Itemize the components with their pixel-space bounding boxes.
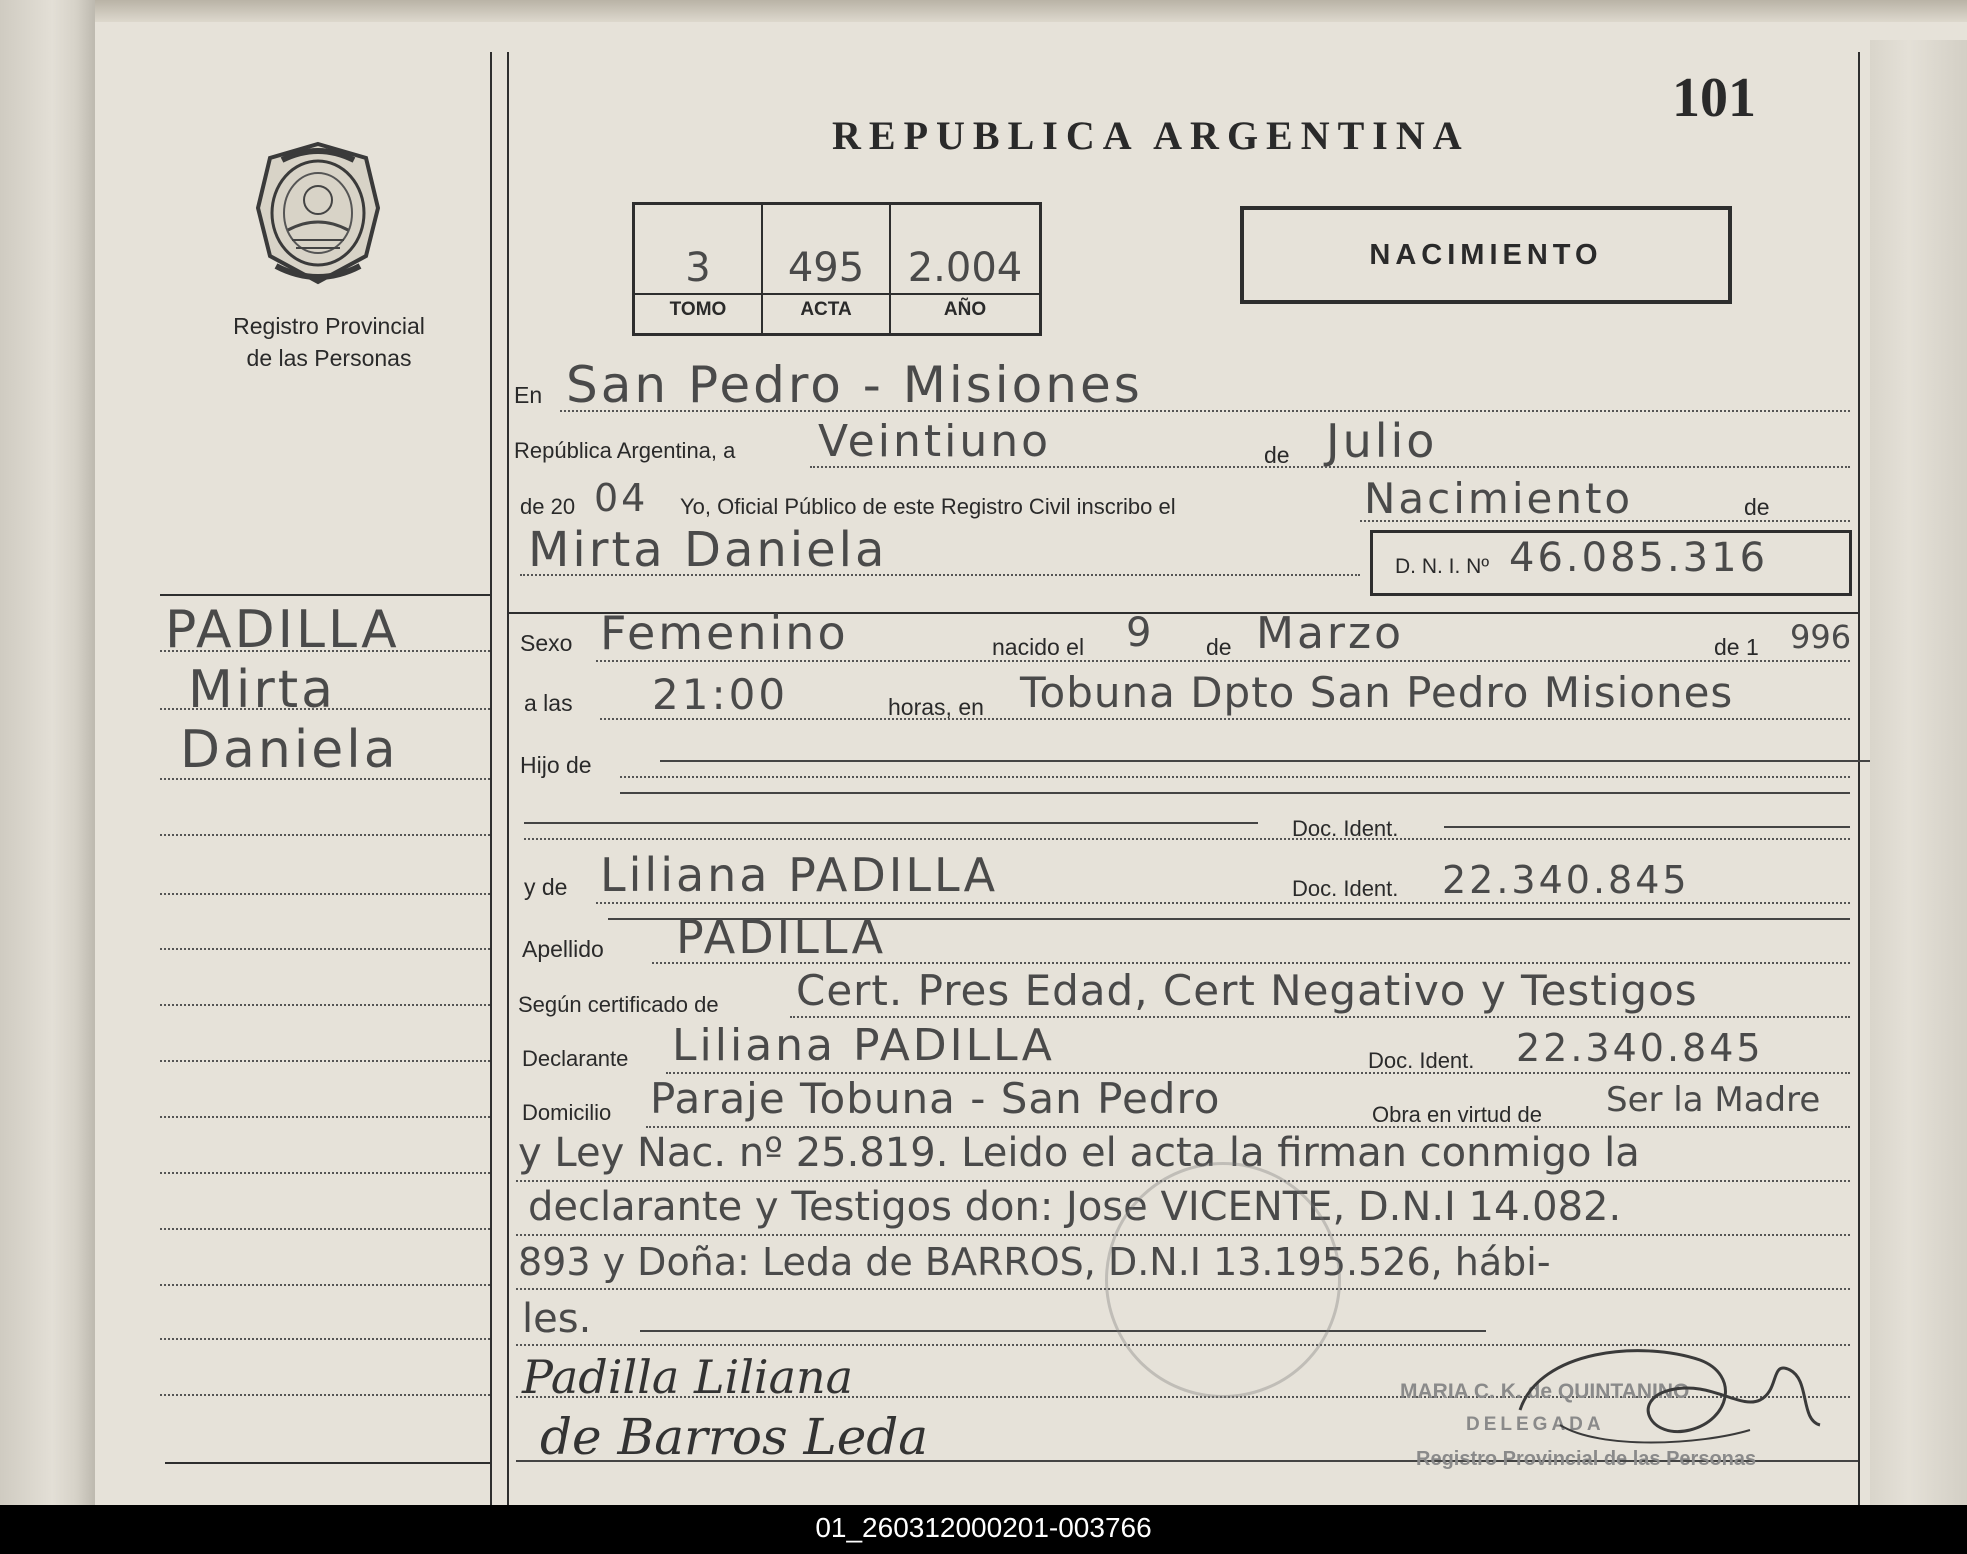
margin-first-name: Mirta [188, 660, 336, 720]
acta-value: 495 [787, 245, 865, 291]
obra-label: Obra en virtud de [1372, 1102, 1542, 1127]
margin-line [160, 1394, 490, 1396]
margin-line [160, 650, 490, 652]
nacido-year: 996 [1790, 618, 1852, 656]
margin-line [160, 1116, 490, 1118]
year-prefix-2: de 1 [1714, 634, 1759, 660]
hijo-strike [524, 822, 1258, 824]
margin-line [160, 1172, 490, 1174]
margin-middle-name: Daniela [180, 720, 399, 780]
inscribo-value: Nacimiento [1364, 474, 1634, 523]
republica-label: República Argentina, a [514, 438, 736, 463]
inscribo-line [1360, 520, 1850, 522]
book-right-edge [1870, 40, 1967, 1505]
notes-end-strike [640, 1330, 1486, 1332]
hijo-doc-strike [1444, 826, 1850, 828]
hijo-line [620, 776, 1850, 778]
official-signature-scribble [1500, 1330, 1830, 1460]
tomo-value: 3 [685, 245, 711, 291]
segun-line [790, 1016, 1850, 1018]
declarante-label: Declarante [522, 1046, 629, 1071]
madre-line [596, 902, 1850, 904]
issuer-line1: Registro Provincial [233, 313, 425, 339]
domicilio-value: Paraje Tobuna - San Pedro [650, 1074, 1221, 1123]
year-prefix: de 20 [520, 494, 576, 519]
margin-line [160, 834, 490, 836]
official-name: MARIA C. K. de QUINTANINO [1400, 1380, 1690, 1403]
official-org: Registro Provincial de las Personas [1416, 1448, 1757, 1470]
oficial-text: Yo, Oficial Público de este Registro Civil inscribo el [680, 494, 1176, 519]
hijo-strike [660, 760, 1870, 762]
margin-line [160, 893, 490, 895]
margin-line [160, 948, 490, 950]
apellido-value: PADILLA [676, 910, 887, 964]
de3-label: de [1206, 634, 1232, 660]
yde-label: y de [524, 874, 568, 900]
margin-line [160, 1004, 490, 1006]
registry-label-rule [635, 293, 1039, 295]
signature-1: Padilla Liliana [522, 1350, 854, 1404]
domicilio-line [646, 1126, 1850, 1128]
hijo-label: Hijo de [520, 752, 592, 778]
issuer-line2: de las Personas [246, 345, 412, 371]
declarante-doc: 22.340.845 [1516, 1026, 1764, 1070]
margin-top-rule [160, 594, 490, 596]
margin-line [160, 708, 490, 710]
registry-box [632, 202, 1042, 336]
doc-line [524, 838, 1850, 840]
margin-line [160, 1060, 490, 1062]
notes-line-1: y Ley Nac. nº 25.819. Leido el acta la firman conmigo la [518, 1130, 1640, 1176]
nacido-label: nacido el [992, 634, 1085, 660]
domicilio-label: Domicilio [522, 1100, 612, 1125]
signature-2: de Barros Leda [540, 1408, 929, 1466]
acta-label: ACTA [800, 299, 852, 320]
name-line [520, 574, 1360, 576]
left-column-divider [490, 52, 492, 1505]
record-type-box: NACIMIENTO [1240, 206, 1732, 304]
alas-label: a las [524, 690, 573, 716]
margin-surname: PADILLA [165, 600, 400, 660]
doc-ident-label: Doc. Ident. [1292, 816, 1399, 841]
ano-label: AÑO [943, 299, 987, 320]
nacido-day: 9 [1126, 610, 1155, 656]
sexo-label: Sexo [520, 630, 573, 656]
day-value: Veintiuno [818, 416, 1052, 467]
de2-label: de [1744, 494, 1770, 520]
image-id-footer: 01_260312000201-003766 [0, 1505, 1967, 1554]
place-line [560, 410, 1850, 412]
name-value: Mirta Daniela [528, 522, 888, 578]
provincia-misiones-seal-icon [248, 138, 388, 288]
margin-line [160, 778, 490, 780]
date-line [810, 466, 1850, 468]
hora-value: 21:00 [652, 670, 789, 719]
page-number: 101 [1672, 67, 1756, 129]
declarante-value: Liliana PADILLA [672, 1020, 1055, 1071]
tomo-label: TOMO [669, 299, 727, 320]
lugar-value: Tobuna Dpto San Pedro Misiones [1020, 668, 1734, 717]
dni-label: D. N. I. Nº [1395, 555, 1490, 578]
doc-ident-label: Doc. Ident. [1368, 1048, 1475, 1073]
margin-bottom-rule [165, 1462, 490, 1464]
sexo-value: Femenino [600, 606, 849, 660]
dni-value: 46.085.316 [1509, 535, 1769, 581]
de-label: de [1264, 442, 1290, 468]
book-spine [0, 0, 95, 1505]
form-left-border [507, 52, 509, 1505]
hijo-strike [620, 792, 1850, 794]
obra-value: Ser la Madre [1606, 1080, 1821, 1120]
form-right-border [1858, 52, 1860, 1505]
apellido-line [652, 962, 1850, 964]
notes-line-3: 893 y Doña: Leda de BARROS, D.N.I 13.195.526, hábi- [518, 1240, 1551, 1284]
margin-line [160, 1228, 490, 1230]
apellido-label: Apellido [522, 936, 604, 962]
horas-label: horas, en [888, 694, 984, 720]
year-value: 04 [594, 476, 649, 520]
madre-value: Liliana PADILLA [600, 848, 999, 902]
sexo-line [596, 660, 1850, 662]
segun-label: Según certificado de [518, 992, 719, 1017]
notes-line-4: les. [522, 1296, 592, 1342]
margin-line [160, 1338, 490, 1340]
hora-line [600, 718, 1850, 720]
margin-line [160, 1284, 490, 1286]
official-round-stamp [1105, 1162, 1341, 1398]
ano-value: 2.004 [907, 245, 1023, 291]
page-title: REPUBLICA ARGENTINA [832, 113, 1470, 158]
place-value: San Pedro - Misiones [566, 356, 1143, 414]
nacido-month: Marzo [1256, 608, 1405, 659]
en-label: En [514, 382, 543, 408]
issuer-name [184, 310, 474, 374]
dni-box [1370, 530, 1852, 596]
doc-ident-label: Doc. Ident. [1292, 876, 1399, 901]
official-title: DELEGADA [1466, 1414, 1605, 1435]
madre-doc: 22.340.845 [1442, 858, 1690, 902]
segun-value: Cert. Pres Edad, Cert Negativo y Testigos [796, 966, 1698, 1015]
book-top-edge [0, 0, 1967, 22]
notes-line-2: declarante y Testigos don: Jose VICENTE, D.N.I 14.082. [528, 1184, 1622, 1230]
month-value: Julio [1326, 414, 1438, 468]
